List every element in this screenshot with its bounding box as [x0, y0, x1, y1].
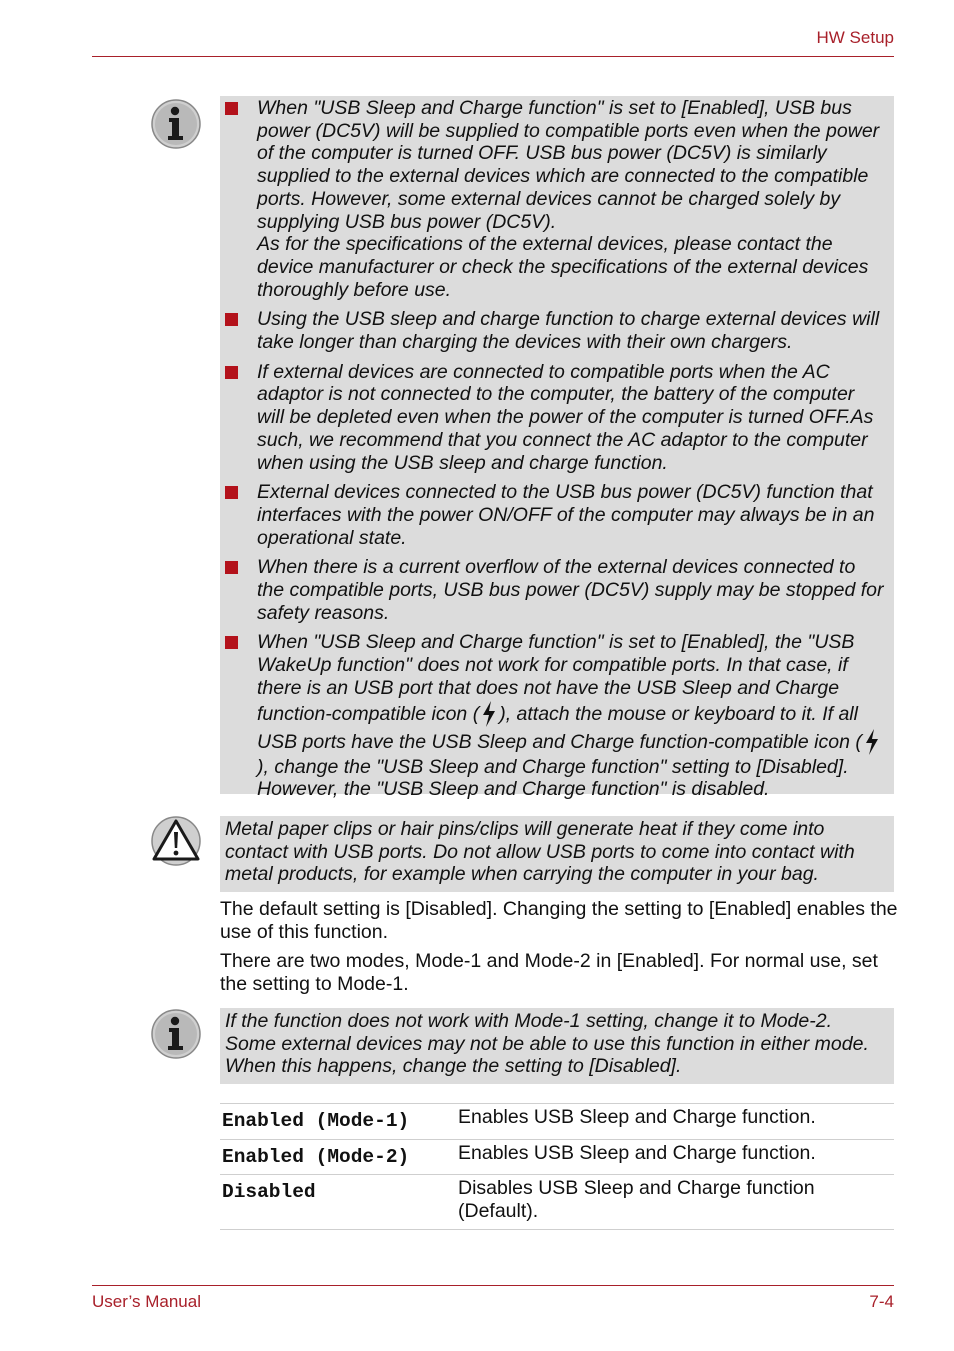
note-bullet-text: Using the USB sleep and charge function to charge external devices will take longer than charging the devices with their own chargers. — [257, 308, 880, 354]
table-row — [220, 1104, 894, 1140]
note-bullet — [257, 481, 886, 549]
table-row — [220, 1175, 894, 1229]
description-cell: Enables USB Sleep and Charge function. — [454, 1139, 894, 1175]
note-bullet — [257, 361, 886, 475]
info-note-text: If the function does not work with Mode-1 setting, change it to Mode-2. Some external devices may not be able to use this function in either mode. When this happens, change the setting to [Disabled]. — [225, 1010, 869, 1078]
header-rule — [92, 56, 894, 57]
settings-table — [220, 1103, 894, 1230]
note-bullet-text: When there is a current overflow of the external devices connected to the compatible ports, USB bus power (DC5V) supply may be stopped for safety reasons. — [257, 556, 884, 624]
body-paragraph: There are two modes, Mode-1 and Mode-2 in [Enabled]. For normal use, set the setting to Mode-1. — [220, 950, 878, 995]
info-icon — [150, 98, 202, 150]
note-bullet-text: External devices connected to the USB bus power (DC5V) function that interfaces with the power ON/OFF of the computer may always be in an operational state. — [257, 481, 875, 549]
caution-icon — [150, 815, 202, 867]
info-note-box — [220, 96, 894, 801]
option-cell: Disabled — [220, 1175, 454, 1229]
note-bullet-text — [257, 631, 886, 801]
caution-text: Metal paper clips or hair pins/clips will generate heat if they come into contact with USB ports. Do not allow USB ports to come into contact with metal products, for example when carrying the computer in your bag. — [225, 818, 855, 886]
body-paragraph: The default setting is [Disabled]. Changing the setting to [Enabled] enables the use of this function. — [220, 898, 898, 943]
table-row — [220, 1139, 894, 1175]
note-text-part: ), change the "USB Sleep and Charge function" setting to [Disabled]. However, the "USB Sleep and Charge function" is disabled. — [257, 755, 849, 801]
lightning-bolt-icon — [862, 728, 882, 756]
description-cell: Enables USB Sleep and Charge function. — [454, 1104, 894, 1140]
note-bullet — [257, 97, 886, 301]
caution-note-box — [220, 816, 894, 892]
description-cell: Disables USB Sleep and Charge function (Default). — [454, 1175, 894, 1229]
note-bullet-extra-text: As for the specifications of the external devices, please contact the device manufacturer or check the specifications of the external devices thoroughly before use. — [257, 233, 869, 301]
note-bullet-text: When "USB Sleep and Charge function" is set to [Enabled], USB bus power (DC5V) will be supplied to compatible ports even when the power of the computer is turned OFF. USB bus power (DC5V) is similarly supplied to the external devices which are connected to the compatible ports. However, some external devices cannot be charged solely by supplying USB bus power (DC5V). — [257, 97, 880, 233]
note-bullet-text: If external devices are connected to compatible ports when the AC adaptor is not connected to the computer, the battery of the computer will be depleted even when the power of the computer is turned OFF.As such, we recommend that you connect the AC adaptor to the computer when using the USB sleep and charge function. — [257, 360, 874, 474]
lightning-bolt-icon — [479, 700, 499, 728]
option-cell: Enabled (Mode-1) — [220, 1104, 454, 1140]
note-text-part: When "USB Sleep and Charge function" is set to [Enabled], the "USB WakeUp function" does not work for compatible ports. In that case, if there is an USB port that does not have the USB Sleep and Charge function-compatible icon ( — [257, 631, 855, 725]
option-cell: Enabled (Mode-2) — [220, 1139, 454, 1175]
page-number: 7-4 — [869, 1292, 894, 1311]
info-icon — [150, 1008, 202, 1060]
note-bullet — [257, 308, 886, 353]
note-bullet — [257, 556, 886, 624]
footer-manual-title: User’s Manual — [92, 1292, 201, 1311]
note-text-part: ), attach the mouse or keyboard to it. If all USB ports have the USB Sleep and Charge function-compatible icon ( — [257, 702, 862, 753]
footer-rule — [92, 1285, 894, 1286]
info-note-box — [220, 1008, 894, 1084]
note-bullet — [257, 631, 886, 801]
running-header: HW Setup — [816, 28, 894, 47]
